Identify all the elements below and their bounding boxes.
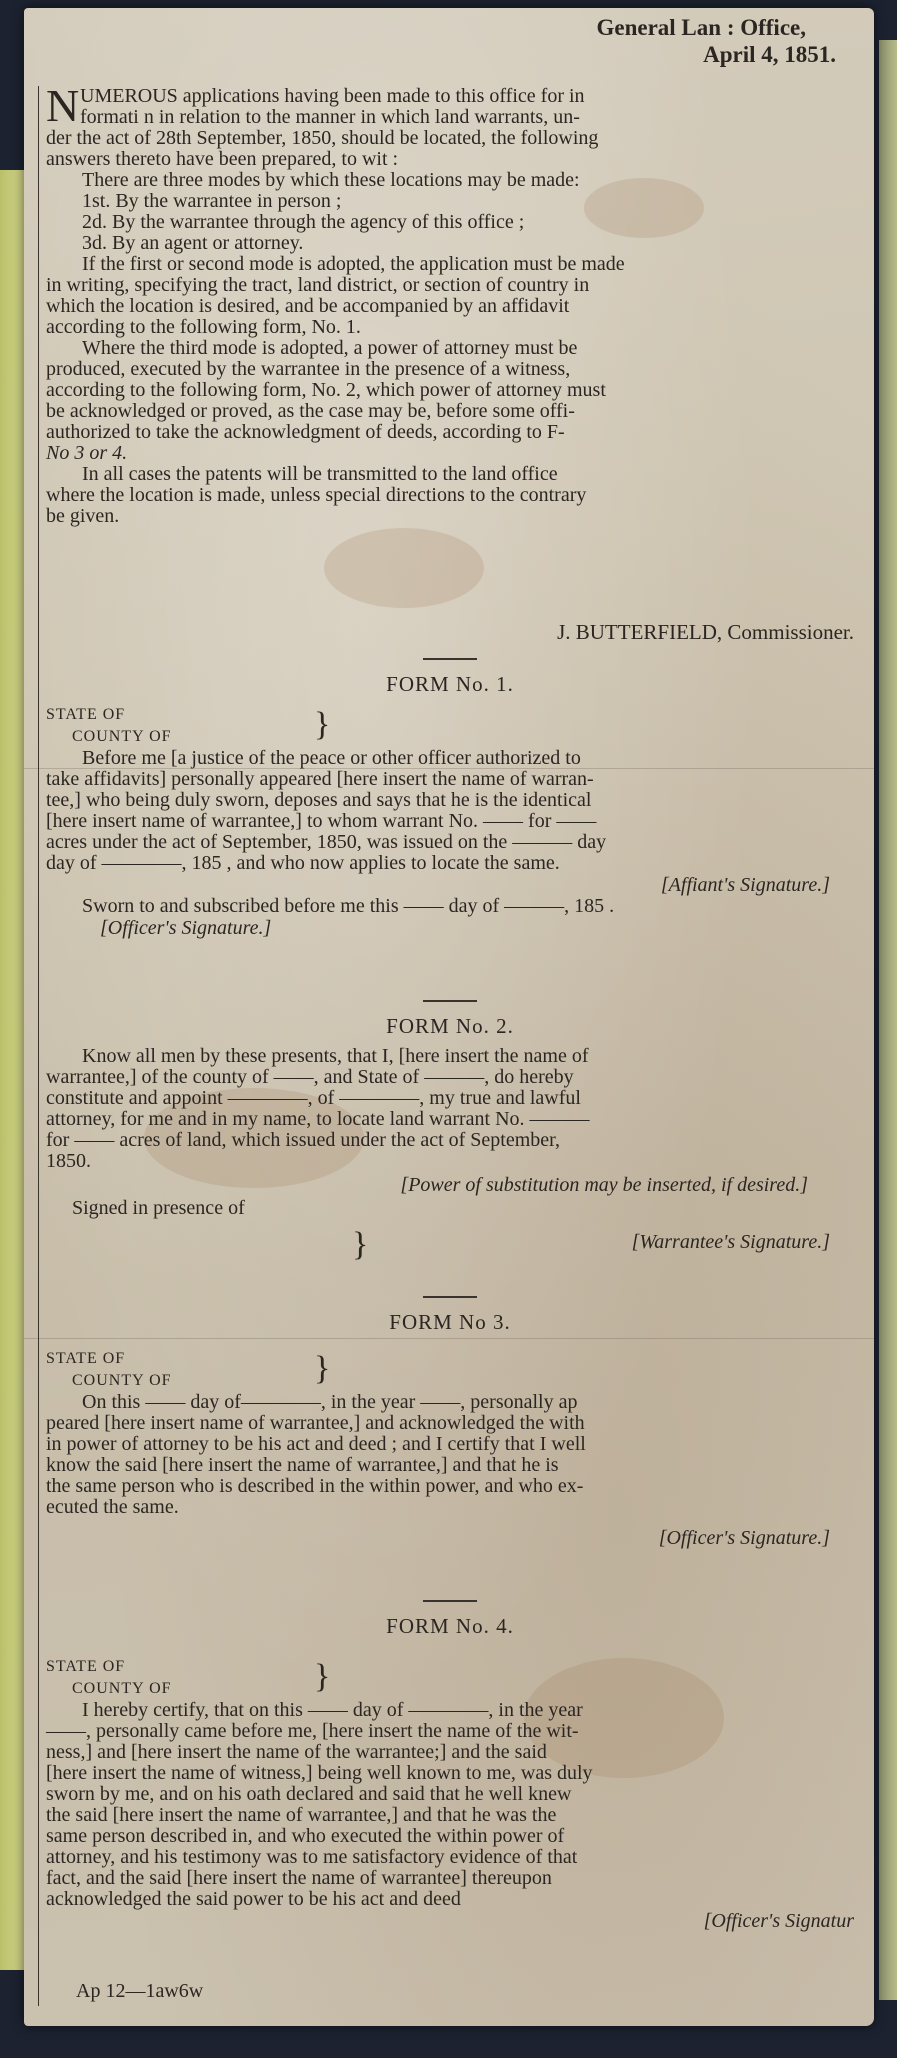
paragraph-line: Where the third mode is adopted, a power of attorney must be bbox=[82, 337, 578, 359]
paragraph-line: in writing, specifying the tract, land district, or section of country in bbox=[46, 274, 590, 296]
paragraph-line: which the location is desired, and be accompanied by an affidavit bbox=[46, 295, 570, 317]
paragraph-line: In all cases the patents will be transmitted to the land office bbox=[82, 463, 558, 485]
form3-section bbox=[46, 1348, 854, 1558]
paragraph-line: according to the following form, No. 2, which power of attorney must bbox=[46, 379, 606, 401]
paragraph-line: authorized to take the acknowledgment of deeds, according to F- bbox=[46, 421, 565, 443]
officer-signature: [Officer's Signature.] bbox=[100, 917, 272, 939]
form3-title: FORM No 3. bbox=[389, 1310, 511, 1334]
substitution-note: [Power of substitution may be inserted, if desired.] bbox=[400, 1174, 808, 1196]
brace-icon: } bbox=[352, 1226, 369, 1263]
form4-line: ——, personally came before me, [here insert the name of the wit- bbox=[46, 1720, 579, 1742]
form2-line: 1850. bbox=[46, 1150, 91, 1172]
form3-line: On this —— day of————, in the year ——, personally ap bbox=[82, 1391, 578, 1413]
form4-line: same person described in, and who executed the within power of bbox=[46, 1825, 565, 1847]
officer-signature: [Officer's Signatur bbox=[703, 1910, 854, 1932]
form4-line: I hereby certify, that on this —— day of ————, in the year bbox=[82, 1699, 583, 1721]
form4-section bbox=[46, 1656, 854, 1932]
form1-line: Before me [a justice of the peace or other officer authorized to bbox=[82, 747, 581, 769]
form4-line: fact, and the said [here insert the name of warrantee] thereupon bbox=[46, 1867, 552, 1889]
section-rule bbox=[423, 1000, 477, 1002]
form1-section bbox=[46, 704, 854, 939]
drop-cap: N bbox=[46, 80, 80, 131]
form2-line: attorney, for me and in my name, to locate land warrant No. ——— bbox=[46, 1108, 590, 1130]
form2-line: for —— acres of land, which issued under the act of September, bbox=[46, 1129, 561, 1151]
form4-line: [here insert the name of witness,] being well known to me, was duly bbox=[46, 1762, 593, 1784]
paragraph-line: produced, executed by the warrantee in the presence of a witness, bbox=[46, 358, 571, 380]
form3-line: in power of attorney to be his act and deed ; and I certify that I well bbox=[46, 1433, 586, 1455]
brace-icon: } bbox=[314, 1350, 331, 1387]
office-heading: General Lan : Office, bbox=[596, 15, 806, 40]
form3-county-label: COUNTY OF bbox=[72, 1372, 172, 1389]
form1-line: acres under the act of September, 1850, was issued on the ——— day bbox=[46, 831, 607, 853]
mode-item: 3d. By an agent or attorney. bbox=[82, 232, 304, 254]
form2-section bbox=[46, 1045, 854, 1263]
intro-line: answers thereto have been prepared, to wit : bbox=[46, 148, 399, 170]
insertion-code: Ap 12—1aw6w bbox=[76, 1980, 204, 2002]
stain bbox=[324, 528, 484, 608]
column-rule bbox=[38, 86, 39, 2006]
form4-line: attorney, and his testimony was to me satisfactory evidence of that bbox=[46, 1846, 578, 1868]
form1-line: [here insert name of warrantee,] to whom warrant No. —— for —— bbox=[46, 810, 597, 832]
form1-county-label: COUNTY OF bbox=[72, 728, 172, 745]
intro-section bbox=[46, 80, 854, 527]
intro-line: UMEROUS applications having been made to this office for in bbox=[80, 85, 585, 107]
paragraph-line: No 3 or 4. bbox=[46, 442, 128, 464]
form3-state-label: STATE OF bbox=[46, 1350, 126, 1367]
mode-item: 1st. By the warrantee in person ; bbox=[82, 190, 342, 212]
backing-paper-edge-right bbox=[879, 40, 897, 2000]
form1-line: day of ————, 185 , and who now applies to locate the same. bbox=[46, 852, 560, 874]
affiant-signature: [Affiant's Signature.] bbox=[660, 874, 830, 896]
form2-title: FORM No. 2. bbox=[386, 1014, 514, 1038]
section-rule bbox=[423, 1296, 477, 1298]
paragraph-line: according to the following form, No. 1. bbox=[46, 316, 361, 338]
commissioner-signature: J. BUTTERFIELD, Commissioner. bbox=[557, 620, 854, 644]
form2-line: Know all men by these presents, that I, [here insert the name of bbox=[82, 1045, 589, 1067]
form2-line: constitute and appoint ————, of ————, my true and lawful bbox=[46, 1087, 581, 1109]
intro-line: der the act of 28th September, 1850, should be located, the following bbox=[46, 127, 599, 149]
date-heading: April 4, 1851. bbox=[703, 42, 836, 67]
paragraph-line: where the location is made, unless special directions to the contrary bbox=[46, 484, 587, 506]
section-rule bbox=[423, 658, 477, 660]
form4-line: ness,] and [here insert the name of the warrantee;] and the said bbox=[46, 1741, 547, 1763]
form1-title: FORM No. 1. bbox=[386, 672, 514, 696]
form1-line: take affidavits] personally appeared [here insert the name of warran- bbox=[46, 768, 594, 790]
signed-in-presence: Signed in presence of bbox=[72, 1197, 245, 1219]
form3-line: know the said [here insert the name of warrantee,] and that he is bbox=[46, 1454, 559, 1476]
form1-state-label: STATE OF bbox=[46, 706, 126, 723]
modes-intro: There are three modes by which these locations may be made: bbox=[82, 169, 580, 191]
newspaper-clipping bbox=[24, 8, 874, 2026]
form3-line: ecuted the same. bbox=[46, 1496, 179, 1518]
form2-line: warrantee,] of the county of ——, and State of ———, do hereby bbox=[46, 1066, 574, 1088]
brace-icon: } bbox=[314, 1658, 331, 1695]
paragraph-line: be acknowledged or proved, as the case may be, before some offi- bbox=[46, 400, 575, 422]
form1-sworn-line: Sworn to and subscribed before me this —— day of ———, 185 . bbox=[82, 895, 615, 917]
mode-item: 2d. By the warrantee through the agency of this office ; bbox=[82, 211, 525, 233]
form4-state-label: STATE OF bbox=[46, 1658, 126, 1675]
paragraph-line: If the first or second mode is adopted, the application must be made bbox=[82, 253, 625, 275]
form4-line: the said [here insert the name of warrantee,] and that he was the bbox=[46, 1804, 557, 1826]
form4-county-label: COUNTY OF bbox=[72, 1680, 172, 1697]
fold-crease bbox=[24, 1338, 874, 1339]
form1-line: tee,] who being duly sworn, deposes and says that he is the identical bbox=[46, 789, 592, 811]
intro-line: formati n in relation to the manner in which land warrants, un- bbox=[80, 106, 580, 128]
officer-signature: [Officer's Signature.] bbox=[658, 1527, 830, 1549]
warrantee-signature: [Warrantee's Signature.] bbox=[631, 1231, 830, 1253]
form4-line: sworn by me, and on his oath declared and said that he well knew bbox=[46, 1783, 572, 1805]
section-rule bbox=[423, 1600, 477, 1602]
paragraph-line: be given. bbox=[46, 505, 120, 527]
form3-line: the same person who is described in the within power, and who ex- bbox=[46, 1475, 584, 1497]
form4-line: acknowledged the said power to be his act and deed bbox=[46, 1888, 461, 1910]
form4-title: FORM No. 4. bbox=[386, 1614, 514, 1638]
brace-icon: } bbox=[314, 706, 331, 743]
form3-line: peared [here insert name of warrantee,] and acknowledged the with bbox=[46, 1412, 585, 1434]
